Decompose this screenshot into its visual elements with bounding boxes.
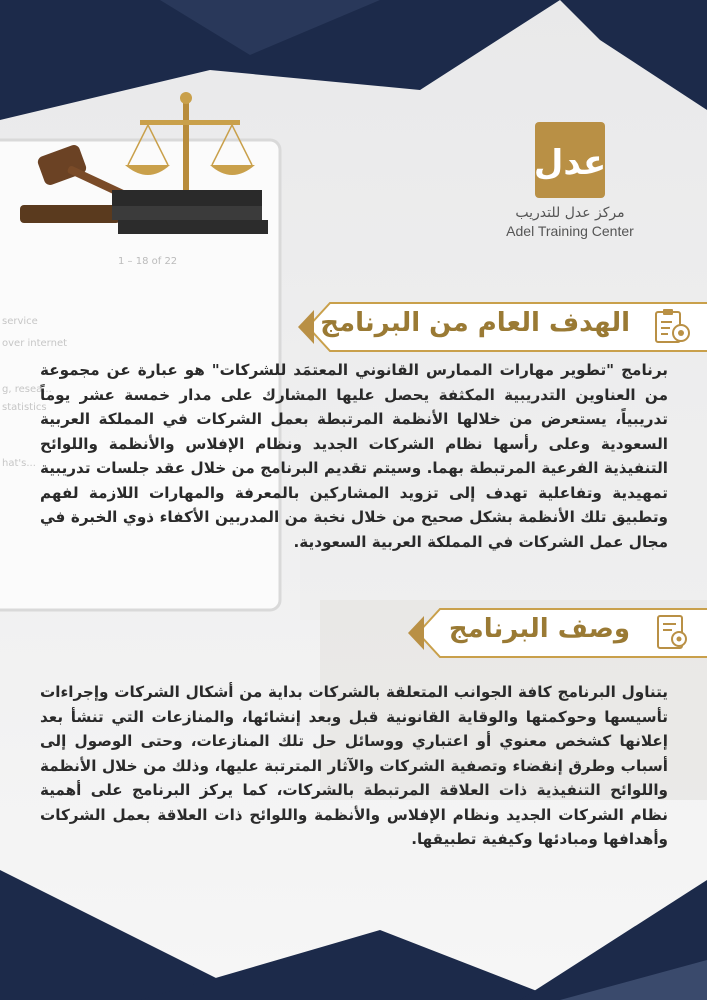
section-body-description: يتناول البرنامج كافة الجوانب المتعلقة بالشركات بداية من أشكال الشركات وإجراءات تأسيسها وحوكمتها والوقاية القانونية قبل وبعد إنشائها، والمنازعات التي تنشأ بعد إعلانها كشخص معنوي أو اعتباري ووسائل حل تلك المنازعات، وحتى الوصول إلى أسباب وطرق إنقضاء وتصفية الشركات والآثار المترتبة عليها، وذلك من خلال الأنظمة واللوائح التنفيذية ذات العلاقة المرتبطة بالشركات، كما يركز البرنامج على أهمية نظام الشركات الجديد ونظام الإفلاس والأنظمة واللوائح ذات العلاقة بعمل الشركات وأهدافها ومبادئها وكيفية تطبيقها. <box>40 683 668 848</box>
section-title: الهدف العام من البرنامج <box>320 308 630 338</box>
document-gear-icon <box>652 612 692 652</box>
laptop-list-item: service <box>2 316 38 327</box>
adel-logo <box>500 120 640 240</box>
laptop-list-item: g, resea... <box>2 384 52 395</box>
laptop-list-item: statistics <box>2 402 47 413</box>
section-heading-goal <box>290 300 707 354</box>
logo-mark-icon <box>533 120 607 200</box>
laptop-pager: 1 – 18 of 22 <box>118 256 178 267</box>
laptop-list-item: hat's... <box>2 458 36 469</box>
laptop-list-item: over internet <box>2 338 68 349</box>
section-heading-description <box>400 606 707 660</box>
section-title: وصف البرنامج <box>448 614 630 644</box>
logo-name-en: Adel Training Center <box>506 223 634 239</box>
section-body-goal: برنامج "تطوير مهارات الممارس القانوني المعتمَد للشركات" هو عبارة عن مجموعة من العناوين التدريبية المكثفة يحصل عليها المشارك على مدار خمسة عشر يوماً تدريبياً، يستعرض من خلالها الأنظمة المرتبطة بعمل الشركات في المملكة العربية السعودية وعلى رأسها نظام الشركات الجديد ونظام الإفلاس والأنظمة واللوائح التنفيذية الفرعية المرتبطة بهما. وسيتم تقديم البرنامج من خلال عقد جلسات تدريبية تمهيدية وتفاعلية تهدف إلى تزويد المشاركين بالمعرفة والمهارات اللازمة لفهم وتطبيق تلك الأنظمة بشكل صحيح من خلال نخبة من المدربين الأكفاء ذوي الخبرة في مجال عمل الشركات في المملكة العربية السعودية. <box>40 361 668 551</box>
logo-mark-text: عدل <box>533 143 607 183</box>
logo-name-ar: مركز عدل للتدريب <box>515 205 625 221</box>
target-checklist-icon <box>652 306 692 346</box>
